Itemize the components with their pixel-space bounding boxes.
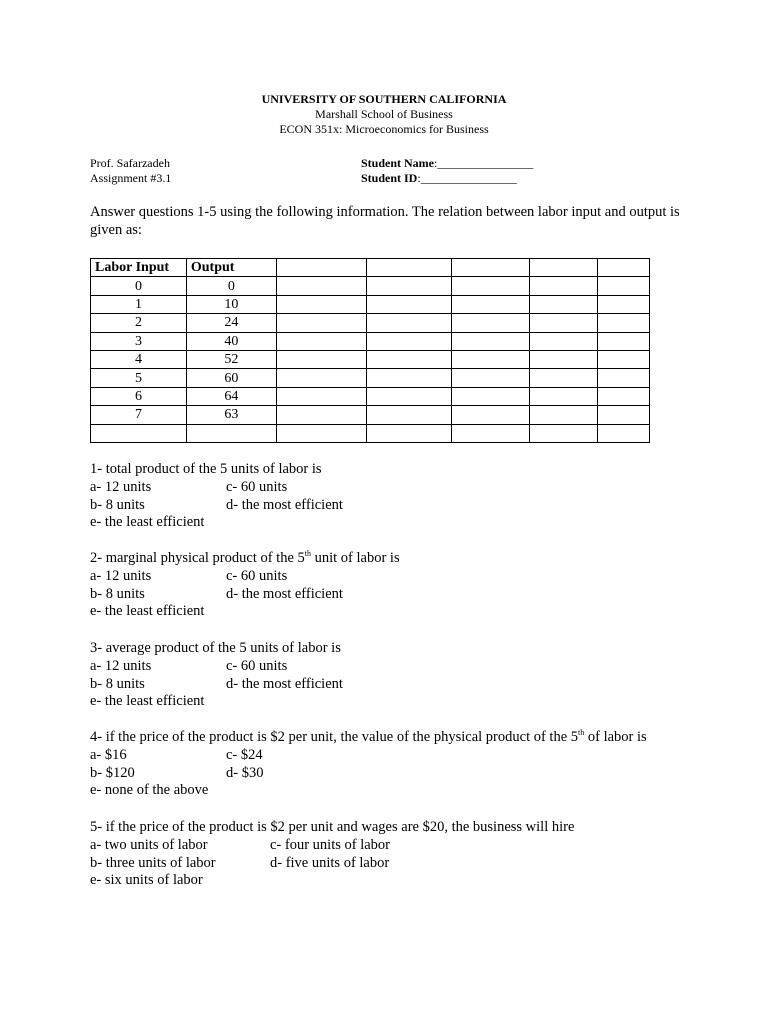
cell-output: 60: [186, 369, 276, 387]
empty-cell: [186, 424, 276, 442]
cell-output: 24: [186, 314, 276, 332]
stem-text: 5- if the price of the product is $2 per unit and wages are $20, the business will hire: [90, 819, 575, 835]
cell-labor-input: 1: [91, 295, 187, 313]
course-title: ECON 351x: Microeconomics for Business: [279, 122, 489, 136]
cell-labor-input: 7: [91, 406, 187, 424]
stem-text-end: unit of labor is: [311, 550, 400, 566]
empty-cell: [452, 332, 530, 350]
option-c: c- 60 units: [226, 657, 288, 674]
header-labor-input: Labor Input: [91, 259, 187, 277]
empty-cell: [276, 277, 366, 295]
option-b: b- $120: [90, 764, 135, 781]
ordinal-suffix: th: [304, 549, 311, 558]
cell-output: 64: [186, 387, 276, 405]
stem-text: 3- average product of the 5 units of labor is: [90, 640, 341, 656]
empty-cell: [598, 406, 650, 424]
option-e: e- the least efficient: [90, 603, 205, 620]
empty-cell: [530, 350, 598, 368]
empty-cell: [530, 259, 598, 277]
option-row: [90, 658, 341, 676]
empty-cell: [366, 369, 452, 387]
professor-name: Prof. Safarzadeh: [90, 156, 170, 170]
empty-cell: [452, 387, 530, 405]
option-a: a- 12 units: [90, 478, 152, 495]
university-name: UNIVERSITY OF SOUTHERN CALIFORNIA: [261, 92, 507, 106]
option-row: [90, 855, 574, 873]
empty-cell: [452, 424, 530, 442]
option-c: c- four units of labor: [270, 836, 390, 853]
option-row: [90, 765, 647, 783]
empty-cell: [530, 295, 598, 313]
cell-labor-input: 4: [91, 350, 187, 368]
empty-cell: [276, 332, 366, 350]
student-info: [361, 156, 533, 186]
cell-labor-input: 2: [91, 314, 187, 332]
student-name-label: Student Name: [361, 156, 435, 170]
option-d: d- five units of labor: [270, 854, 390, 871]
empty-cell: [452, 369, 530, 387]
empty-cell: [598, 350, 650, 368]
student-name-line: [361, 156, 533, 171]
empty-cell: [598, 424, 650, 442]
option-a: a- $16: [90, 746, 127, 763]
empty-cell: [276, 424, 366, 442]
question-1: [90, 461, 343, 532]
option-row: [90, 479, 322, 497]
table-row: [91, 350, 650, 368]
empty-cell: [452, 259, 530, 277]
stem-text: 4- if the price of the product is $2 per unit, the value of the physical product of the 5: [90, 729, 579, 745]
table-row: [91, 369, 650, 387]
empty-cell: [530, 332, 598, 350]
table-header-row: [91, 259, 650, 277]
option-c: c- 60 units: [226, 567, 288, 584]
empty-cell: [598, 295, 650, 313]
option-d: d- the most efficient: [226, 585, 343, 602]
empty-cell: [530, 406, 598, 424]
cell-output: 52: [186, 350, 276, 368]
option-e: e- the least efficient: [90, 693, 205, 710]
question-stem: [90, 729, 647, 747]
option-a: a- two units of labor: [90, 836, 208, 853]
empty-cell: [530, 424, 598, 442]
cell-labor-input: 5: [91, 369, 187, 387]
empty-cell: [530, 277, 598, 295]
empty-cell: [452, 277, 530, 295]
empty-cell: [598, 387, 650, 405]
table-row: [91, 406, 650, 424]
empty-cell: [366, 350, 452, 368]
empty-cell: [366, 277, 452, 295]
empty-cell: [452, 406, 530, 424]
option-row: [90, 603, 400, 621]
assignment-info: [90, 156, 171, 186]
empty-cell: [530, 387, 598, 405]
empty-cell: [530, 369, 598, 387]
table-row: [91, 387, 650, 405]
option-row: [90, 514, 322, 532]
empty-cell: [366, 406, 452, 424]
empty-cell: [366, 424, 452, 442]
labor-output-table: [90, 258, 650, 443]
empty-cell: [366, 314, 452, 332]
empty-cell: [530, 314, 598, 332]
student-name-blank: :________________: [434, 156, 534, 170]
option-d: d- the most efficient: [226, 675, 343, 692]
question-stem: [90, 819, 574, 837]
table-row: [91, 277, 650, 295]
table-row: [91, 332, 650, 350]
stem-text-end: of labor is: [584, 729, 647, 745]
empty-cell: [276, 314, 366, 332]
document-header: [0, 92, 768, 137]
empty-cell: [276, 350, 366, 368]
option-e: e- none of the above: [90, 782, 209, 799]
option-row: [90, 747, 647, 765]
empty-cell: [366, 295, 452, 313]
question-3: [90, 640, 341, 711]
cell-output: 10: [186, 295, 276, 313]
empty-cell: [366, 332, 452, 350]
empty-cell: [276, 387, 366, 405]
cell-output: 40: [186, 332, 276, 350]
table-row: [91, 295, 650, 313]
option-a: a- 12 units: [90, 657, 152, 674]
student-id-line: [361, 171, 533, 186]
empty-cell: [276, 369, 366, 387]
question-stem: [90, 461, 322, 479]
empty-cell: [366, 259, 452, 277]
option-row: [90, 586, 400, 604]
option-a: a- 12 units: [90, 567, 152, 584]
stem-text: 2- marginal physical product of the 5: [90, 550, 305, 566]
option-row: [90, 568, 400, 586]
ordinal-suffix: th: [578, 728, 585, 737]
option-b: b- three units of labor: [90, 854, 216, 871]
student-id-label: Student ID: [361, 171, 418, 185]
empty-cell: [276, 259, 366, 277]
question-5: [90, 819, 574, 890]
empty-cell: [366, 387, 452, 405]
option-row: [90, 782, 647, 800]
empty-cell: [452, 350, 530, 368]
stem-text: 1- total product of the 5 units of labor is: [90, 461, 322, 477]
option-row: [90, 872, 574, 890]
option-row: [90, 693, 341, 711]
table-row: [91, 424, 650, 442]
empty-cell: [452, 314, 530, 332]
cell-output: 0: [186, 277, 276, 295]
option-d: d- the most efficient: [226, 496, 343, 513]
option-row: [90, 496, 343, 515]
option-b: b- 8 units: [90, 585, 145, 602]
assignment-number: Assignment #3.1: [90, 171, 172, 185]
option-e: e- six units of labor: [90, 872, 203, 889]
empty-cell: [598, 332, 650, 350]
intro-paragraph: Answer questions 1-5 using the following information. The relation between labor input and output is given as:: [90, 204, 680, 238]
cell-output: 63: [186, 406, 276, 424]
empty-cell: [598, 259, 650, 277]
question-2: [90, 550, 400, 621]
empty-cell: [598, 314, 650, 332]
option-c: c- $24: [226, 746, 263, 763]
question-stem: [90, 640, 341, 658]
option-e: e- the least efficient: [90, 514, 205, 531]
school-name: Marshall School of Business: [315, 107, 453, 121]
empty-cell: [598, 369, 650, 387]
question-stem: [90, 550, 400, 568]
header-output: Output: [186, 259, 276, 277]
option-b: b- 8 units: [90, 496, 145, 513]
cell-labor-input: 0: [91, 277, 187, 295]
student-id-blank: :________________: [417, 171, 517, 185]
empty-cell: [452, 295, 530, 313]
table-row: [91, 314, 650, 332]
empty-cell: [598, 277, 650, 295]
cell-labor-input: 3: [91, 332, 187, 350]
empty-cell: [91, 424, 187, 442]
cell-labor-input: 6: [91, 387, 187, 405]
empty-cell: [276, 406, 366, 424]
option-c: c- 60 units: [226, 478, 288, 495]
question-4: [90, 729, 647, 800]
empty-cell: [276, 295, 366, 313]
option-row: [90, 837, 574, 855]
option-d: d- $30: [226, 764, 264, 781]
option-b: b- 8 units: [90, 675, 145, 692]
option-row: [90, 676, 341, 694]
